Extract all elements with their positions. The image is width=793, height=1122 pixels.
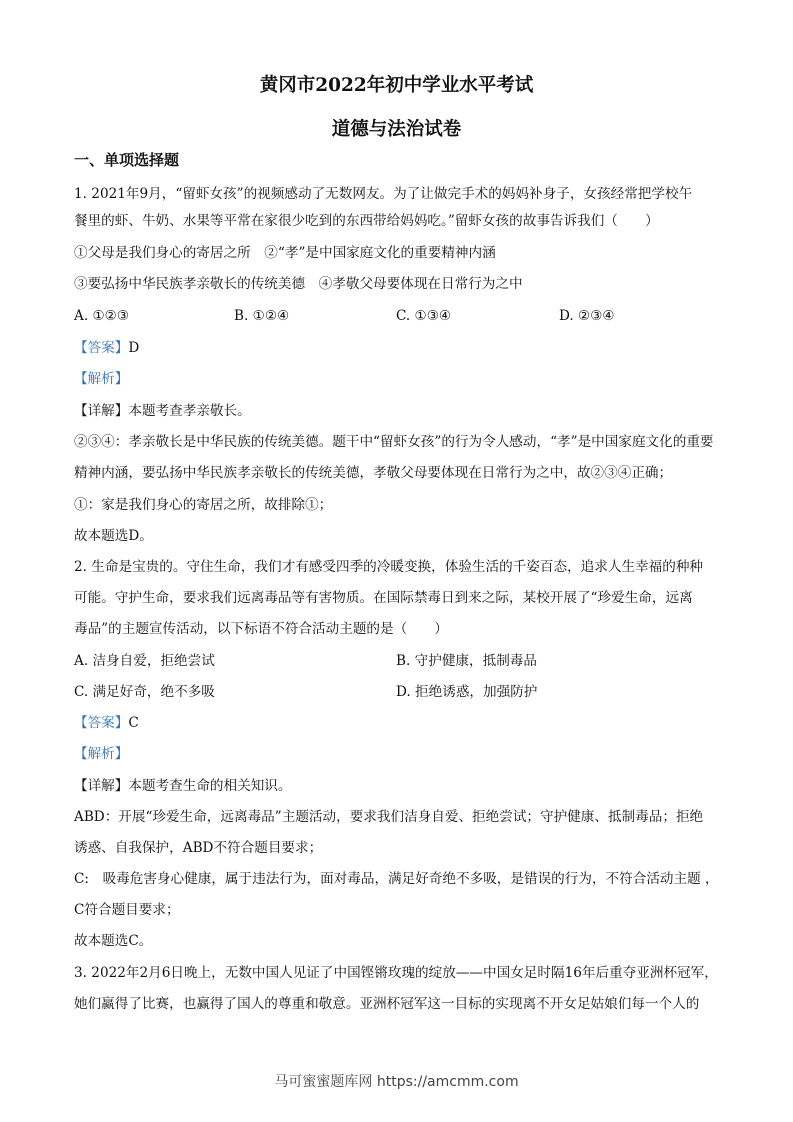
page-title: 黄冈市2022年初中学业水平考试 (259, 75, 534, 96)
q2-stem-line-1: 2. 生命是宝贵的。守住生命，我们才有感受四季的冷暖变换，体验生活的千姿百态，追求人生幸福的种种 (74, 559, 704, 575)
q2-stem-line-2: 可能。守护生命，要求我们远离毒品等有害物质。在国际禁毒日到来之际，某校开展了“珍爱生命，远离 (74, 590, 693, 606)
q2-analysis-line-1: ABD：开展“珍爱生命，远离毒品”主题活动，要求我们洁身自爱、拒绝尝试；守护健康、抵制毒品；拒绝 (74, 809, 704, 825)
q1-analysis-label: 【解析】 (74, 371, 129, 387)
q1-answer (74, 339, 139, 357)
q1-detail: 【详解】本题考查孝亲敬长。 (74, 403, 251, 419)
q1-option-c: C. ①③④ (396, 308, 452, 324)
footer-watermark: 马可蜜蜜题库网 https://amcmm.com (274, 1074, 519, 1090)
q2-option-d: D. 拒绝诱惑，加强防护 (396, 684, 538, 700)
q1-stem-line-1: 1. 2021年9月，“留虾女孩”的视频感动了无数网友。为了让做完手术的妈妈补身子，女孩经常把学校午 (74, 186, 693, 202)
section-heading: 一、单项选择题 (74, 151, 180, 169)
q2-analysis-line-4: C符合题目要求； (74, 902, 180, 918)
q1-option-a: A. ①②③ (74, 308, 130, 324)
q1-analysis-line-1: ②③④：孝亲敬长是中华民族的传统美德。题干中“留虾女孩”的行为令人感动，“孝”是中国家庭文化的重要 (74, 434, 714, 450)
q2-conclusion: 故本题选C。 (74, 933, 153, 949)
q1-answer-value: D (128, 340, 140, 356)
q1-conclusion: 故本题选D。 (74, 528, 153, 544)
q1-answer-label: 【答案】 (74, 340, 129, 356)
q2-analysis-line-3: C: 吸毒危害身心健康，属于违法行为，面对毒品，满足好奇绝不多吸，是错误的行为，不符合活动主题 ， (74, 871, 719, 887)
q2-detail: 【详解】本题考查生命的相关知识。 (74, 778, 292, 794)
q3-stem-line-2: 她们赢得了比赛，也赢得了国人的尊重和敬意。亚洲杯冠军这一目标的实现离不开女足姑娘们每一个人的 (74, 996, 700, 1012)
q2-option-a: A. 洁身自爱，拒绝尝试 (74, 653, 215, 669)
q2-stem-line-3: 毒品”的主题宣传活动，以下标语不符合活动主题的是（ ） (74, 621, 448, 637)
page-subtitle: 道德与法治试卷 (331, 119, 462, 140)
q1-stem-line-2: 餐里的虾、牛奶、水果等平常在家很少吃到的东西带给妈妈吃。”留虾女孩的故事告诉我们（ ） (74, 213, 659, 229)
q2-answer-value: C (128, 715, 139, 731)
q1-analysis-line-3: ①：家是我们身心的寄居之所，故排除①； (74, 497, 333, 513)
q3-stem-line-1: 3. 2022年2月6日晚上，无数中国人见证了中国铿锵玫瑰的绽放——中国女足时隔16年后重夺亚洲杯冠军， (74, 965, 718, 981)
q2-analysis-line-2: 诱惑、自我保护，ABD不符合题目要求； (74, 840, 323, 856)
q1-option-d: D. ②③④ (559, 308, 615, 324)
q1-option-b: B. ①②④ (234, 308, 290, 324)
q2-option-c: C. 满足好奇，绝不多吸 (74, 684, 215, 700)
q2-option-b: B. 守护健康，抵制毒品 (396, 653, 537, 669)
q2-answer-label: 【答案】 (74, 715, 129, 731)
q1-statement-line-2: ③要弘扬中华民族孝亲敬长的传统美德 ④孝敬父母要体现在日常行为之中 (74, 276, 523, 292)
q2-answer (74, 714, 139, 732)
q1-analysis-line-2: 精神内涵，要弘扬中华民族孝亲敬长的传统美德，孝敬父母要体现在日常行为之中，故②③④正确； (74, 465, 673, 481)
q1-statement-line-1: ①父母是我们身心的寄居之所 ②“孝”是中国家庭文化的重要精神内涵 (74, 245, 496, 261)
q2-analysis-label: 【解析】 (74, 746, 129, 762)
